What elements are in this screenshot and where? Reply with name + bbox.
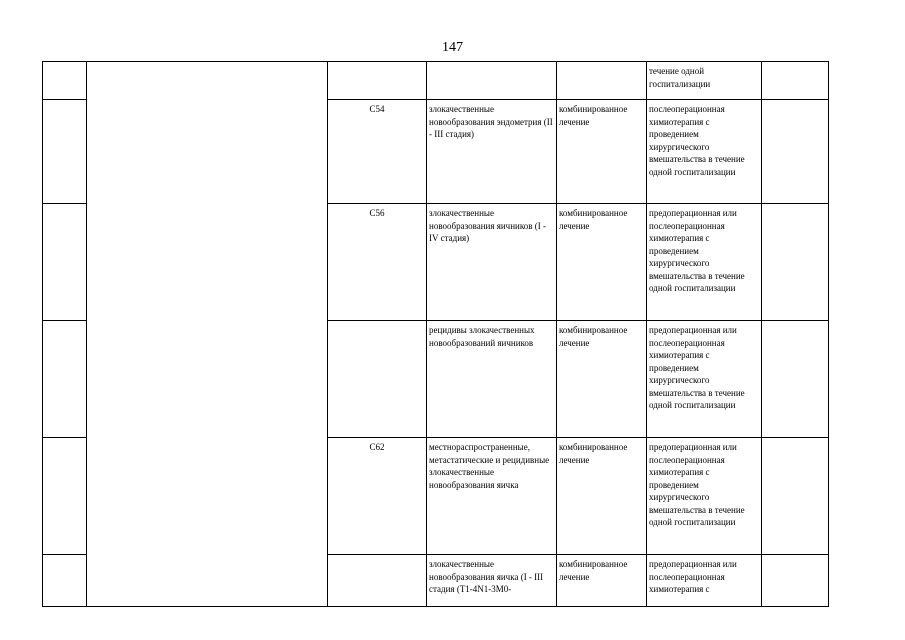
diagnosis-cell: местнораспространенные, метастатические и рецидивные злокачественные новообразования яичка: [427, 438, 557, 555]
icd-code-cell: [328, 62, 427, 100]
row-number-cell: [43, 204, 87, 321]
row-number-cell: [43, 321, 87, 438]
icd-code-cell: [328, 555, 427, 607]
norm-cell: [762, 438, 829, 555]
icd-code-cell: C62: [328, 438, 427, 555]
row-number-cell: [43, 555, 87, 607]
treatment-table: [42, 61, 829, 607]
diagnosis-cell: злокачественные новообразования яичка (I - III стадия (T1-4N1-3M0-: [427, 555, 557, 607]
treatment-method-cell: предоперационная или послеоперационная химиотерапия с проведением хирургического вмешательства в течение одной госпитализации: [647, 438, 762, 555]
treatment-method-cell: течение одной госпитализации: [647, 62, 762, 100]
diagnosis-cell: злокачественные новообразования яичников (I - IV стадия): [427, 204, 557, 321]
treatment-type-cell: комбинированное лечение: [557, 555, 647, 607]
icd-code-cell: C56: [328, 204, 427, 321]
treatment-method-cell: предоперационная или послеоперационная химиотерапия с: [647, 555, 762, 607]
norm-cell: [762, 100, 829, 204]
icd-code-cell: [328, 321, 427, 438]
row-number-cell: [43, 62, 87, 100]
icd-code-cell: C54: [328, 100, 427, 204]
treatment-type-cell: комбинированное лечение: [557, 204, 647, 321]
norm-cell: [762, 204, 829, 321]
treatment-type-cell: [557, 62, 647, 100]
treatment-type-cell: комбинированное лечение: [557, 100, 647, 204]
row-number-cell: [43, 438, 87, 555]
treatment-method-cell: предоперационная или послеоперационная химиотерапия с проведением хирургического вмешательства в течение одной госпитализации: [647, 321, 762, 438]
treatment-type-cell: комбинированное лечение: [557, 438, 647, 555]
norm-cell: [762, 555, 829, 607]
table-row: [43, 62, 829, 100]
treatment-method-cell: предоперационная или послеоперационная химиотерапия с проведением хирургического вмешательства в течение одной госпитализации: [647, 204, 762, 321]
norm-cell: [762, 321, 829, 438]
row-number-cell: [43, 100, 87, 204]
treatment-method-cell: послеоперационная химиотерапия с проведением хирургического вмешательства в течение одной госпитализации: [647, 100, 762, 204]
diagnosis-cell: [427, 62, 557, 100]
page-number: 147: [442, 40, 463, 55]
diagnosis-cell: злокачественные новообразования эндометрия (II - III стадия): [427, 100, 557, 204]
treatment-type-cell: комбинированное лечение: [557, 321, 647, 438]
norm-cell: [762, 62, 829, 100]
diagnosis-cell: рецидивы злокачественных новообразований яичников: [427, 321, 557, 438]
merged-description-cell: [87, 62, 328, 607]
